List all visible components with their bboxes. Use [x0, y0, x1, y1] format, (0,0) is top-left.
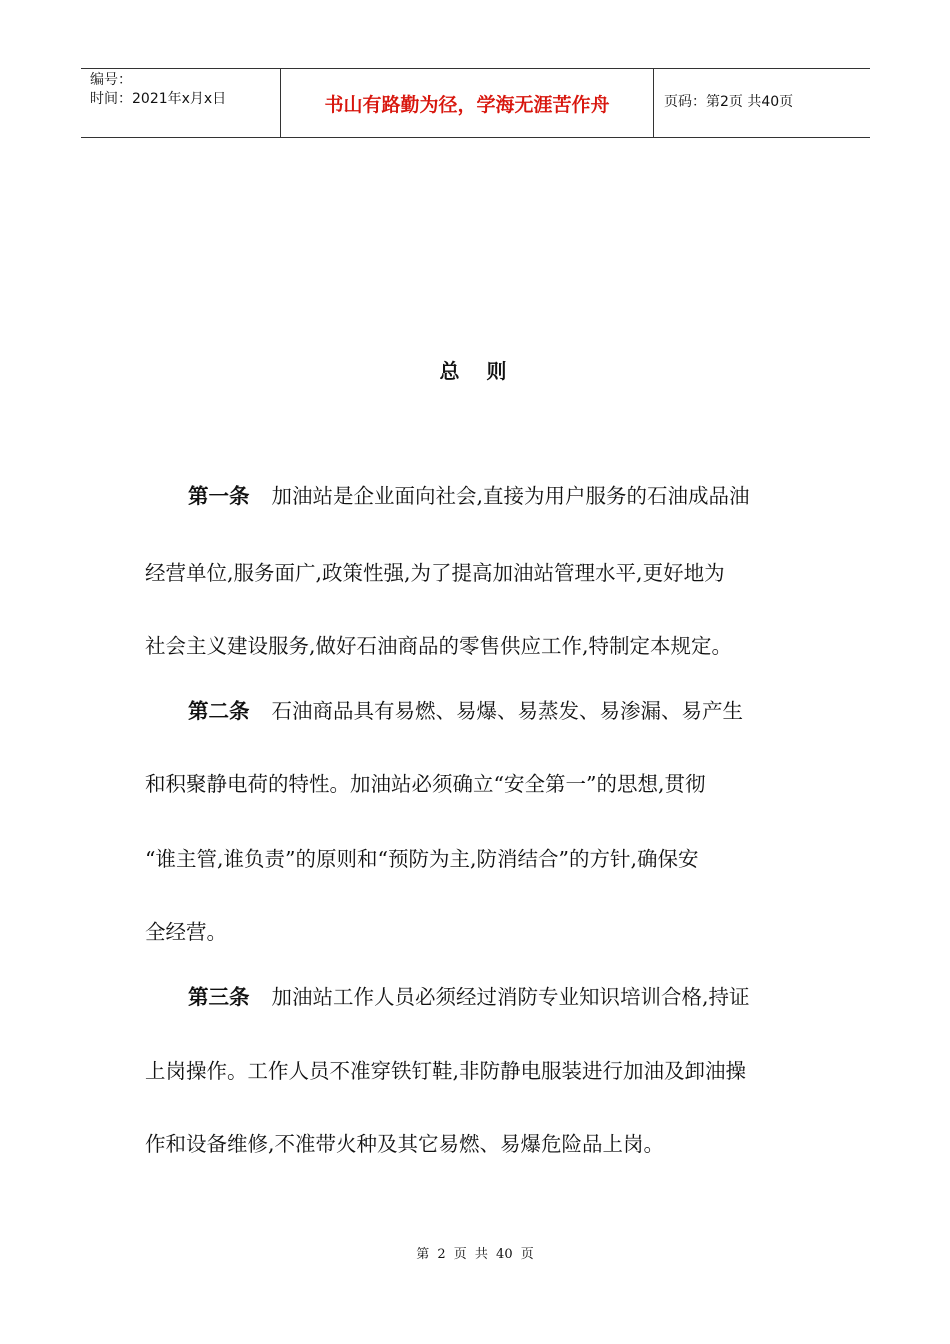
header-motto-cell: [281, 69, 654, 137]
document-header: [81, 68, 870, 138]
article-text: 石油商品具有易燃、易爆、易蒸发、易渗漏、易产生: [271, 699, 743, 723]
paragraph-line: 和积聚静电荷的特性。加油站必须确立“安全第一”的思想,贯彻: [145, 772, 706, 796]
serial-number-label: 编号：: [90, 72, 132, 88]
article-number: 第二条: [188, 699, 250, 723]
paragraph-line: 社会主义建设服务,做好石油商品的零售供应工作,特制定本规定。: [145, 634, 733, 658]
paragraph-line: [188, 482, 868, 510]
section-title: 总 则: [439, 359, 517, 383]
paragraph-line: 全经营。: [145, 920, 227, 944]
article-number: 第三条: [188, 985, 250, 1009]
article-number: 第一条: [188, 484, 250, 508]
article-text: 加油站是企业面向社会,直接为用户服务的石油成品油: [271, 484, 750, 508]
header-motto: 书山有路勤为径，学海无涯苦作舟: [324, 94, 610, 116]
paragraph-line: 作和设备维修,不准带火种及其它易燃、易爆危险品上岗。: [145, 1132, 665, 1156]
paragraph-line: [188, 983, 868, 1011]
page-footer: 第 2 页 共 40 页: [416, 1247, 534, 1262]
article-text: 加油站工作人员必须经过消防专业知识培训合格,持证: [271, 985, 750, 1009]
paragraph-line: 上岗操作。工作人员不准穿铁钉鞋,非防静电服装进行加油及卸油操: [145, 1059, 747, 1083]
paragraph-line: [188, 697, 868, 725]
header-page-info: 页码：第2页 共40页: [664, 94, 794, 110]
paragraph-line: “谁主管,谁负责”的原则和“预防为主,防消结合”的方针,确保安: [145, 847, 699, 871]
date-label: 时间：2021年x月x日: [90, 91, 227, 107]
paragraph-line: 经营单位,服务面广,政策性强,为了提高加油站管理水平,更好地为: [145, 561, 725, 585]
header-page-cell: [654, 69, 870, 137]
header-meta-cell: [81, 69, 281, 137]
